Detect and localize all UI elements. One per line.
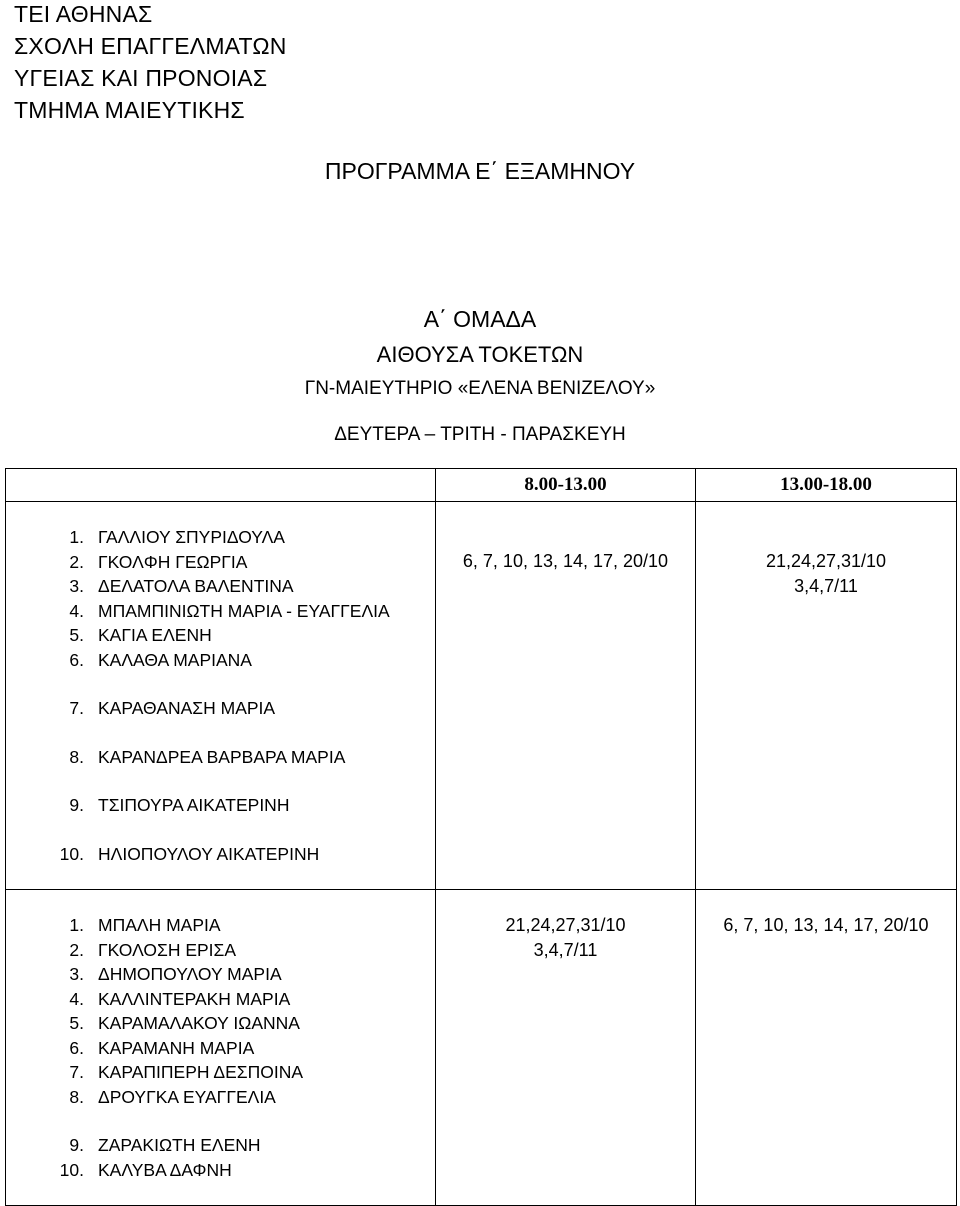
list-item [6,1011,435,1036]
student-name: ΜΠΑΛΗ ΜΑΡΙΑ [98,915,221,935]
list-item [6,842,435,867]
list-number: 8. [69,746,84,767]
list-item [6,648,435,673]
list-item [6,987,435,1012]
student-name: ΓΚΟΛΟΣΗ ΕΡΙΣΑ [98,939,237,960]
time-header-afternoon: 13.00-18.00 [696,469,957,502]
list-item [6,1158,435,1183]
list-item [6,1036,435,1061]
table-row [6,502,957,890]
list-item [6,1060,435,1085]
list-number: 2. [69,939,84,960]
list-number: 5. [69,625,84,645]
department-line: ΤΜΗΜΑ ΜΑΙΕΥΤΙΚΗΣ [14,97,245,123]
header-empty-cell [6,469,436,502]
student-name: ΚΑΡΑΘΑΝΑΣΗ ΜΑΡΙΑ [98,698,276,718]
list-number: 8. [69,1086,84,1107]
morning-dates-line: 6, 7, 10, 13, 14, 17, 20/10 [462,551,669,571]
morning-dates-line: 21,24,27,31/10 [505,915,626,935]
program-title: ΠΡΟΓΡΑΜΜΑ Ε΄ ΕΞΑΜΗΝΟΥ [324,158,636,184]
student-name: ΔΡΟΥΓΚΑ ΕΥΑΓΓΕΛΙΑ [98,1086,276,1107]
afternoon-dates-line: 6, 7, 10, 13, 14, 17, 20/10 [723,915,929,935]
room-title: ΑΙΘΟΥΣΑ ΤΟΚΕΤΩΝ [376,342,584,367]
list-item [6,1085,435,1110]
student-name: ΓΚΟΛΦΗ ΓΕΩΡΓΙΑ [98,551,248,572]
student-name: ΚΑΓΙΑ ΕΛΕΝΗ [98,625,212,645]
afternoon-dates-line: 3,4,7/11 [794,576,858,596]
list-item [6,1133,435,1158]
student-name: ΔΗΜΟΠΟΥΛΟΥ ΜΑΡΙΑ [98,964,282,984]
institution-line: ΤΕΙ ΑΘΗΝΑΣ [14,1,153,27]
student-name: ΤΣΙΠΟΥΡΑ ΑΙΚΑΤΕΡΙΝΗ [98,795,290,815]
morning-dates-cell [436,890,696,1206]
student-name: ΚΑΛΛΙΝΤΕΡΑΚΗ ΜΑΡΙΑ [98,988,291,1009]
list-item [6,623,435,648]
table-header-row [6,469,957,502]
student-name: ΓΑΛΛΙΟΥ ΣΠΥΡΙΔΟΥΛΑ [98,527,285,547]
list-number: 5. [69,1013,84,1033]
morning-dates-line: 3,4,7/11 [533,940,598,960]
list-number: 1. [69,915,84,935]
list-number: 1. [69,527,84,547]
list-item [6,793,435,818]
list-number: 10. [59,843,84,864]
list-item [6,913,435,938]
afternoon-dates-cell [696,502,957,890]
student-list [6,525,435,866]
list-number: 7. [69,698,84,718]
list-item [6,599,435,624]
hospital-title: ΓΝ-ΜΑΙΕΥΤΗΡΙΟ «ΕΛΕΝΑ ΒΕΝΙΖΕΛΟΥ» [304,378,656,399]
list-item [6,745,435,770]
student-list-cell [6,502,436,890]
list-number: 4. [69,988,84,1009]
student-name: ΔΕΛΑΤΟΛΑ ΒΑΛΕΝΤΙΝΑ [98,576,294,596]
school-line: ΣΧΟΛΗ ΕΠΑΓΓΕΛΜΑΤΩΝ [14,33,287,59]
list-number: 3. [69,576,84,596]
student-name: ΜΠΑΜΠΙΝΙΩΤΗ ΜΑΡΙΑ - ΕΥΑΓΓΕΛΙΑ [98,600,390,621]
morning-dates-cell [436,502,696,890]
afternoon-dates-cell [696,890,957,1206]
student-name: ΚΑΡΑΜΑΛΑΚΟΥ ΙΩΑΝΝΑ [98,1013,300,1033]
list-number: 4. [69,600,84,621]
list-number: 9. [69,795,84,815]
group-title: Α΄ ΟΜΑΔΑ [423,306,537,332]
table-row [6,890,957,1206]
list-number: 6. [69,1037,84,1058]
schedule-table [5,468,957,1206]
student-name: ΚΑΛΑΘΑ ΜΑΡΙΑΝΑ [98,649,252,670]
student-name: ΚΑΡΑΜΑΝΗ ΜΑΡΙΑ [98,1037,255,1058]
list-item [6,574,435,599]
student-name: ΚΑΡΑΝΔΡΕΑ ΒΑΡΒΑΡΑ ΜΑΡΙΑ [98,746,346,767]
student-name: ΚΑΛΥΒΑ ΔΑΦΝΗ [98,1159,232,1180]
days-title: ΔΕΥΤΕΡΑ – ΤΡΙΤΗ - ΠΑΡΑΣΚΕΥΗ [334,424,626,445]
list-item [6,962,435,987]
list-number: 6. [69,649,84,670]
time-header-morning: 8.00-13.00 [436,469,696,502]
list-number: 10. [59,1159,84,1180]
student-name: ΗΛΙΟΠΟΥΛΟΥ ΑΙΚΑΤΕΡΙΝΗ [98,843,320,864]
list-number: 3. [69,964,84,984]
list-item [6,525,435,550]
student-name: ΚΑΡΑΠΙΠΕΡΗ ΔΕΣΠΟΙΝΑ [98,1062,304,1082]
list-number: 9. [69,1135,84,1155]
list-number: 2. [69,551,84,572]
list-item [6,938,435,963]
list-item [6,696,435,721]
student-name: ΖΑΡΑΚΙΩΤΗ ΕΛΕΝΗ [98,1135,261,1155]
school-line-2: ΥΓΕΙΑΣ ΚΑΙ ΠΡΟΝΟΙΑΣ [14,65,268,91]
afternoon-dates-line: 21,24,27,31/10 [765,551,887,571]
list-item [6,550,435,575]
list-number: 7. [69,1062,84,1082]
student-list-cell [6,890,436,1206]
student-list [6,913,435,1182]
